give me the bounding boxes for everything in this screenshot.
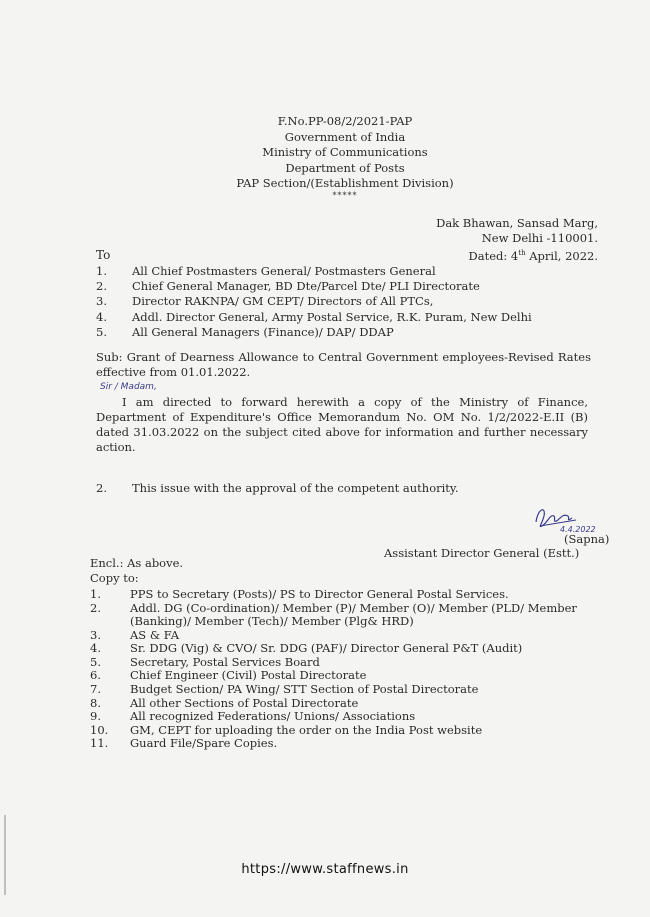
body-paragraph: I am directed to forward herewith a copy of the Ministry of Finance, Department of Expenditure's Office Memorandum No. OM No. 1/2/2022-E.II (B) dated 31.03.2022 on the subject cited above for information and further necessary action.	[96, 395, 588, 454]
section-name: PAP Section/(Establishment Division)	[236, 176, 454, 190]
list-item: 9. All recognized Federations/ Unions/ Associations	[90, 709, 416, 724]
list-item: 6. Chief Engineer (Civil) Postal Directorate	[90, 668, 367, 683]
file-number: F.No.PP-08/2/2021-PAP	[277, 114, 413, 128]
sender-address	[436, 216, 598, 264]
date-rest: April, 2022.	[525, 248, 598, 263]
enclosure-note: Encl.: As above.	[90, 556, 184, 570]
signature-icon	[530, 500, 600, 536]
address-line-1: Dak Bhawan, Sansad Marg,	[436, 216, 598, 230]
list-item: 7. Budget Section/ PA Wing/ STT Section of Postal Directorate	[90, 681, 479, 696]
dated-label: Dated:	[468, 248, 511, 263]
list-item: 1. All Chief Postmasters General/ Postmasters General	[96, 264, 436, 278]
list-item: 3. AS & FA	[90, 627, 180, 642]
scan-margin-line	[4, 815, 6, 895]
list-item: 1. PPS to Secretary (Posts)/ PS to Director General Postal Services.	[90, 587, 509, 601]
department-name: Department of Posts	[285, 160, 405, 175]
signatory-title: Assistant Director General (Estt.)	[384, 546, 580, 560]
list-item: 5. All General Managers (Finance)/ DAP/ DDAP	[96, 324, 394, 339]
letter-header	[220, 114, 470, 200]
footer-url[interactable]: https://www.staffnews.in	[241, 862, 409, 877]
header-stars: *****	[332, 190, 358, 200]
handwritten-salutation: Sir / Madam,	[100, 382, 157, 392]
date-suffix: th	[518, 249, 526, 257]
address-line-2: New Delhi -110001.	[481, 231, 598, 245]
list-item: 8. All other Sections of Postal Directorate	[90, 695, 359, 710]
list-item: 4. Sr. DDG (Vig) & CVO/ Sr. DDG (PAF)/ Director General P&T (Audit)	[90, 641, 523, 656]
date-day: 4	[510, 248, 519, 263]
subject-line: Sub: Grant of Dearness Allowance to Central Government employees-Revised Rates effective from 01.01.2022.	[96, 350, 591, 379]
government-name: Government of India	[284, 129, 406, 144]
signatory-name: (Sapna)	[564, 532, 610, 546]
ministry-name: Ministry of Communications	[262, 145, 428, 159]
copy-to-label: Copy to:	[90, 571, 139, 585]
paragraph-2: 2. This issue with the approval of the competent authority.	[96, 481, 459, 495]
list-item: 3. Director RAKNPA/ GM CEPT/ Directors of All PTCs,	[96, 294, 434, 309]
to-label: To	[96, 248, 111, 262]
list-item: 5. Secretary, Postal Services Board	[90, 654, 320, 669]
svg-text:4.4.2022: 4.4.2022	[560, 525, 596, 534]
list-item: 2. Chief General Manager, BD Dte/Parcel Dte/ PLI Directorate	[96, 279, 480, 294]
list-item: 10. GM, CEPT for uploading the order on the India Post website	[90, 722, 483, 737]
copy-list	[90, 588, 590, 751]
list-item: 4. Addl. Director General, Army Postal Service, R.K. Puram, New Delhi	[96, 309, 532, 324]
list-item: 2. Addl. DG (Co-ordination)/ Member (P)/ Member (O)/ Member (PLD/ Member (Banking)/ Member (Tech)/ Member (Plg& HRD)	[90, 600, 577, 629]
letter-date	[436, 246, 598, 264]
list-item: 11. Guard File/Spare Copies.	[90, 736, 278, 751]
addressee-list	[96, 264, 532, 340]
